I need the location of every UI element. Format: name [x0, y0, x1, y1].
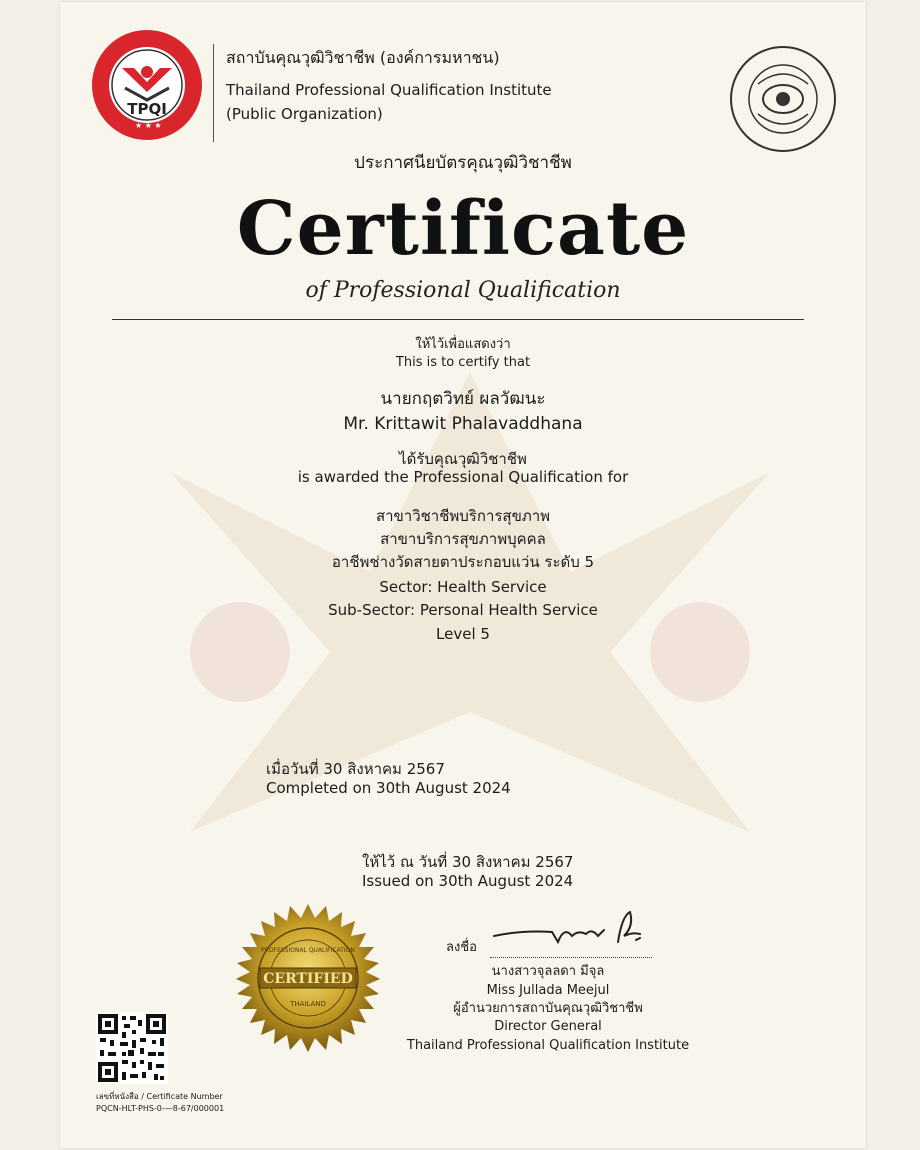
signer-title-en: Director General [494, 1019, 602, 1034]
svg-text:★ ★ ★: ★ ★ ★ [135, 121, 162, 130]
signer-name-en: Miss Jullada Meejul [486, 983, 610, 998]
header-divider [213, 44, 214, 142]
signature-label-th: ลงชื่อ [446, 940, 477, 955]
certificate-title: Certificate [236, 186, 690, 272]
title-rule [112, 319, 804, 320]
recipient-name-th: นายกฤตวิทย์ ผลวัฒนะ [380, 389, 546, 409]
signature-line [490, 957, 652, 958]
completed-th: เมื่อวันที่ 30 สิงหาคม 2567 [266, 760, 445, 778]
seal-bottom-text: THAILAND [290, 1000, 326, 1008]
certified-gold-seal [222, 902, 394, 1074]
seal-ring-text: PROFESSIONAL QUALIFICATION [261, 947, 355, 954]
occupation-th: อาชีพช่างวัดสายตาประกอบแว่น ระดับ 5 [331, 553, 595, 571]
level-en: Level 5 [436, 625, 490, 643]
intro-th: ให้ไว้เพื่อแสดงว่า [415, 337, 511, 352]
intro-en: This is to certify that [395, 355, 531, 370]
seal-certified-text: CERTIFIED [263, 971, 353, 987]
certificate-page [60, 2, 866, 1148]
subsector-en: Sub-Sector: Personal Health Service [328, 601, 598, 619]
awarded-th: ได้รับคุณวุฒิวิชาชีพ [399, 450, 527, 468]
tpqi-logo [90, 28, 204, 142]
certificate-number-label: เลขที่หนังสือ / Certificate Number [96, 1092, 223, 1101]
signer-org-en: Thailand Professional Qualification Institute [406, 1038, 690, 1053]
signer-title-th: ผู้อำนวยการสถาบันคุณวุฒิวิชาชีพ [453, 1001, 643, 1016]
issued-en: Issued on 30th August 2024 [362, 872, 574, 890]
announcement-th: ประกาศนียบัตรคุณวุฒิวิชาชีพ [354, 153, 572, 173]
recipient-name-en: Mr. Krittawit Phalavaddhana [343, 414, 583, 434]
subsector-th: สาขาบริการสุขภาพบุคคล [380, 530, 546, 548]
completed-en: Completed on 30th August 2024 [266, 779, 511, 797]
issued-th: ให้ไว้ ณ วันที่ 30 สิงหาคม 2567 [362, 853, 574, 871]
optometric-association-seal [728, 44, 838, 154]
tpqi-logo-text: TPQI [127, 100, 167, 118]
signer-name-th: นางสาวจุลลดา มีจุล [491, 964, 605, 979]
org-name-en: Thailand Professional Qualification Institute [226, 81, 552, 99]
awarded-en: is awarded the Professional Qualification for [297, 468, 629, 486]
org-type-en: (Public Organization) [226, 105, 383, 123]
sector-th: สาขาวิชาชีพบริการสุขภาพ [375, 507, 551, 525]
certificate-number: PQCN-HLT-PHS-0-—8-67/000001 [96, 1104, 225, 1113]
org-name-th: สถาบันคุณวุฒิวิชาชีพ (องค์การมหาชน) [226, 48, 500, 67]
signature-image [492, 906, 652, 956]
qr-code [96, 1012, 168, 1084]
certificate-subtitle: of Professional Qualification [305, 278, 621, 303]
sector-en: Sector: Health Service [379, 578, 547, 596]
